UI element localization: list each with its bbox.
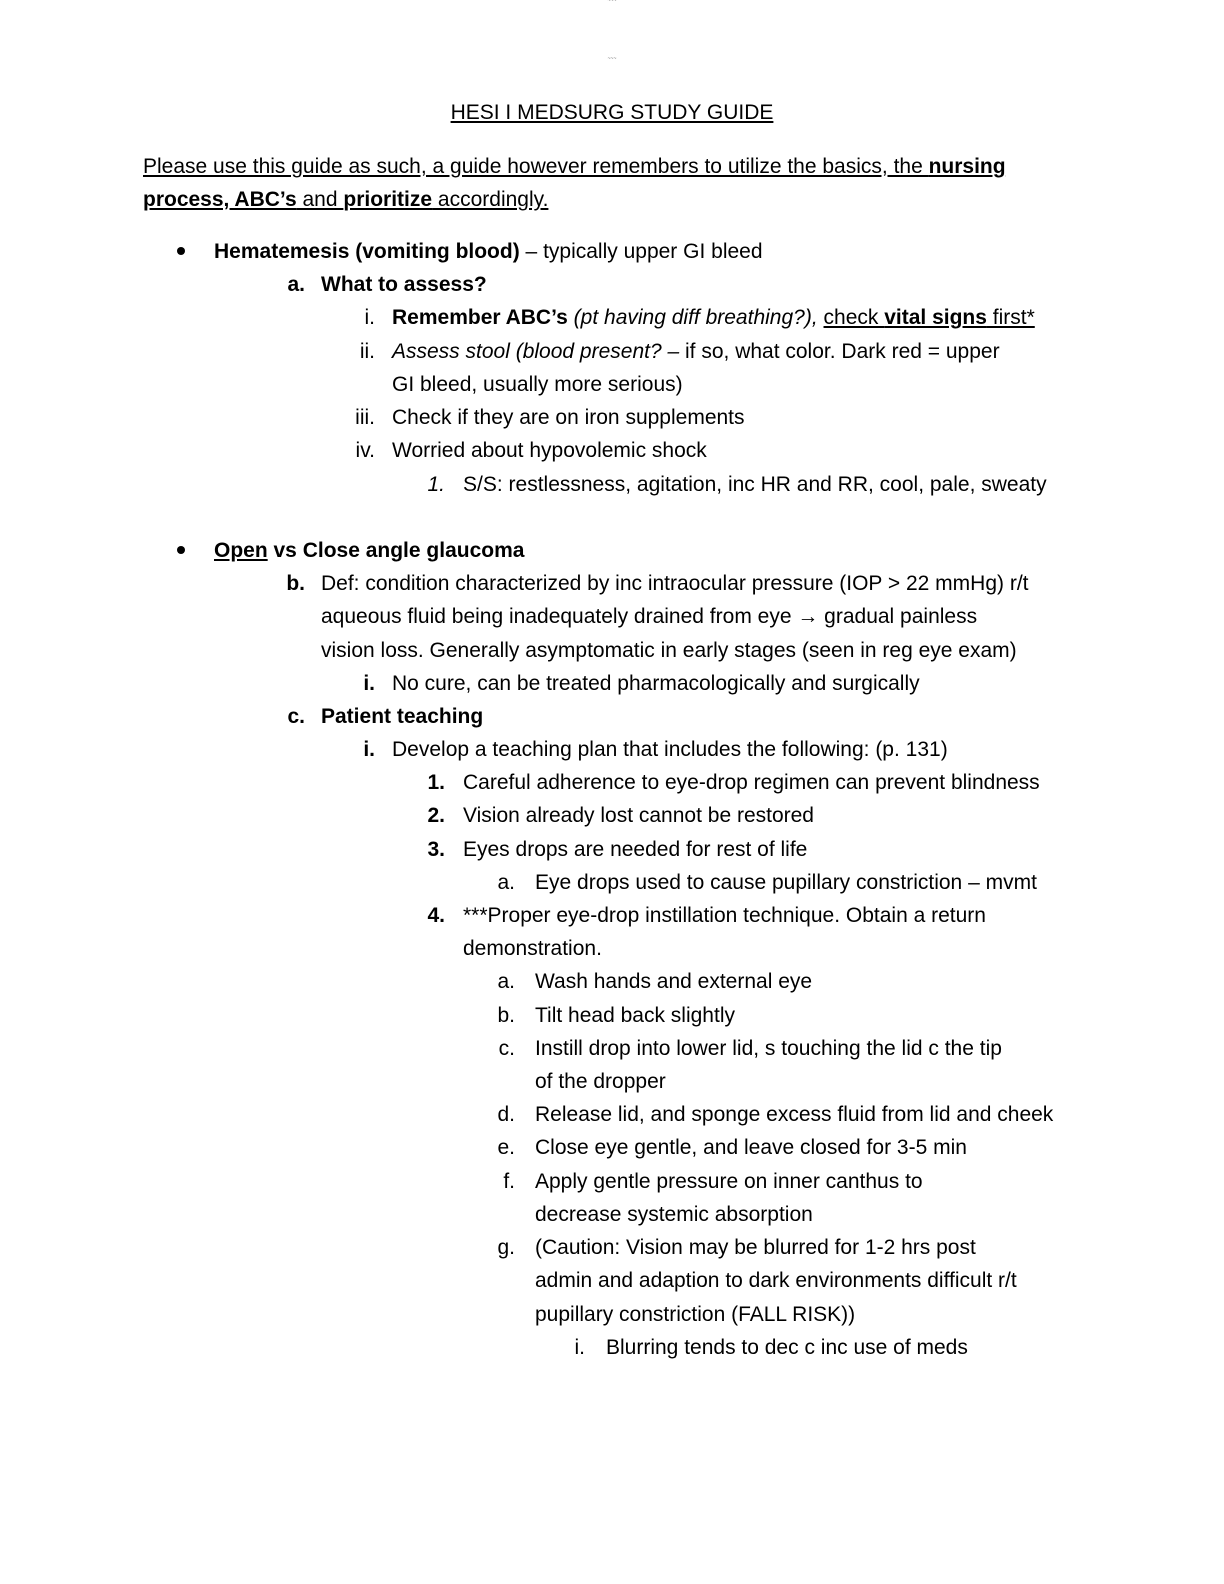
list-marker: b. [286, 572, 305, 595]
teaching-item-3: Eyes drops are needed for rest of life [463, 838, 808, 861]
header-mark-second: ~~~ [607, 56, 617, 62]
section1-item-iii: Check if they are on iron supplements [392, 406, 745, 429]
list-marker: 3. [427, 838, 445, 861]
list-marker: i. [363, 738, 375, 761]
list-marker: c. [287, 705, 305, 728]
list-marker: ii. [359, 340, 375, 363]
step-b: Tilt head back slightly [535, 1004, 735, 1027]
step-d: Release lid, and sponge excess fluid from lid and cheek [535, 1103, 1054, 1126]
list-marker: 1. [427, 473, 445, 496]
teaching-item-2: Vision already lost cannot be restored [463, 804, 814, 827]
list-marker: iii. [355, 406, 375, 429]
section1-item-iv: Worried about hypovolemic shock [392, 439, 707, 462]
teaching-item-3a: Eye drops used to cause pupillary constriction – mvmt [535, 871, 1037, 894]
section2-b-line-3: vision loss. Generally asymptomatic in early stages (seen in reg eye exam) [321, 639, 1017, 662]
section2-c-i: Develop a teaching plan that includes the following: (p. 131) [392, 738, 948, 761]
list-marker: c. [498, 1037, 515, 1060]
list-marker: a. [497, 871, 515, 894]
teaching-item-4: ***Proper eye-drop instillation technique. Obtain a return [463, 904, 986, 927]
step-c: Instill drop into lower lid, s touching the lid c the tip [535, 1037, 1002, 1060]
list-marker: g. [497, 1236, 515, 1259]
bullet-icon [177, 546, 185, 554]
list-marker: i. [364, 306, 375, 329]
list-marker: iv. [355, 439, 375, 462]
section1-item-i: Remember ABC’s (pt having diff breathing?), check vital signs first* [392, 306, 1035, 329]
list-marker: b. [497, 1004, 515, 1027]
bullet-icon [177, 247, 185, 255]
list-marker: i. [363, 672, 375, 695]
list-marker: a. [497, 970, 515, 993]
step-g-cont-1: admin and adaption to dark environments difficult r/t [535, 1269, 1017, 1292]
section2-heading: Open vs Close angle glaucoma [214, 539, 525, 562]
list-marker: 4. [427, 904, 445, 927]
step-g-i: Blurring tends to dec c inc use of meds [606, 1336, 968, 1359]
page-title: HESI I MEDSURG STUDY GUIDE [450, 101, 774, 124]
list-marker: a. [287, 273, 305, 296]
list-marker: 2. [427, 804, 445, 827]
section1-item-iv-1: S/S: restlessness, agitation, inc HR and RR, cool, pale, sweaty [463, 473, 1047, 496]
step-e: Close eye gentle, and leave closed for 3-5 min [535, 1136, 967, 1159]
section1-a-text: What to assess? [321, 273, 487, 296]
intro-line-1: Please use this guide as such, a guide however remembers to utilize the basics, the nursing [143, 155, 1006, 178]
intro-line-2: process, ABC’s and prioritize accordingly. [143, 188, 549, 211]
list-marker: 1. [427, 771, 445, 794]
step-f-cont: decrease systemic absorption [535, 1203, 813, 1226]
section1-item-ii: Assess stool (blood present? – if so, what color. Dark red = upper [392, 340, 1000, 363]
list-marker: d. [497, 1103, 515, 1126]
section2-b-line-1: Def: condition characterized by inc intraocular pressure (IOP > 22 mmHg) r/t [321, 572, 1029, 595]
step-g-cont-2: pupillary constriction (FALL RISK)) [535, 1303, 856, 1326]
section2-b-line-2: aqueous fluid being inadequately drained from eye → gradual painless [321, 605, 978, 628]
list-marker: e. [497, 1136, 515, 1159]
teaching-item-4-cont: demonstration. [463, 937, 602, 960]
step-a: Wash hands and external eye [535, 970, 813, 993]
section1-item-ii-cont: GI bleed, usually more serious) [392, 373, 683, 396]
step-f: Apply gentle pressure on inner canthus to [535, 1170, 923, 1193]
step-g: (Caution: Vision may be blurred for 1-2 hrs post [535, 1236, 976, 1259]
header-mark-top: ~~~ [607, 0, 617, 4]
section1-heading: Hematemesis (vomiting blood) – typically upper GI bleed [214, 240, 763, 263]
list-marker: f. [503, 1170, 515, 1193]
section2-b-i: No cure, can be treated pharmacologically and surgically [392, 672, 920, 695]
list-marker: i. [574, 1336, 585, 1359]
section2-c-text: Patient teaching [321, 705, 484, 728]
teaching-item-1: Careful adherence to eye-drop regimen can prevent blindness [463, 771, 1040, 794]
step-c-cont: of the dropper [535, 1070, 666, 1093]
